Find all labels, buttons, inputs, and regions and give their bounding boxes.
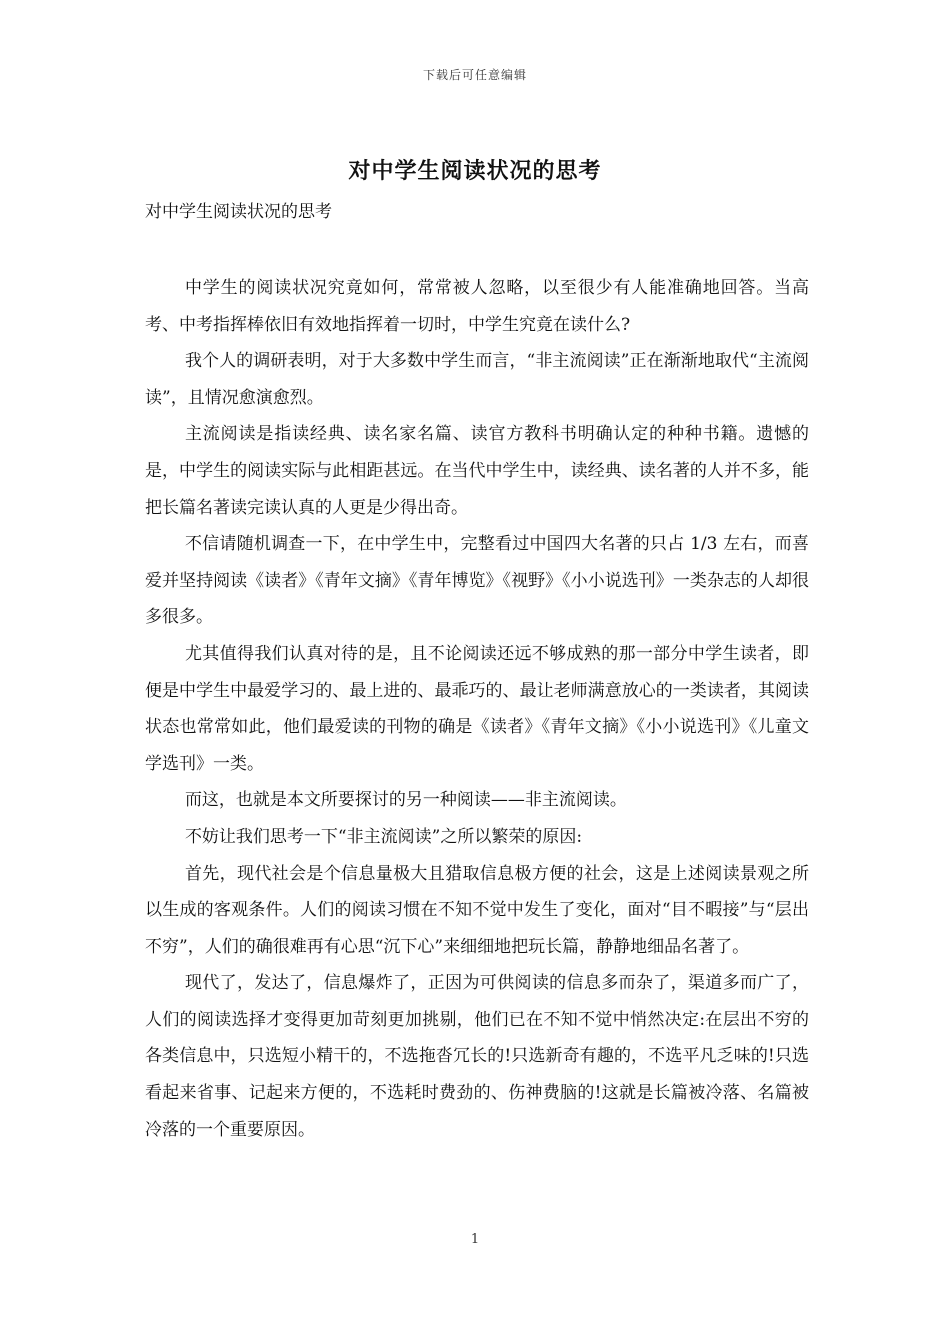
paragraph-2: 我个人的调研表明，对于大多数中学生而言，“非主流阅读”正在渐渐地取代“主流阅读”，且情况愈演愈烈。 <box>145 351 809 408</box>
document-subtitle: 对中学生阅读状况的思考 <box>145 202 332 222</box>
paragraph-5: 尤其值得我们认真对待的是，且不论阅读还远不够成熟的那一部分中学生读者，即便是中学生中最爱学习的、最上进的、最乖巧的、最让老师满意放心的一类读者，其阅读状态也常常如此，他们最爱读的刊物的确是《读者》《青年文摘》《小小说选刊》《儿童文学选刊》一类。 <box>145 643 809 774</box>
paragraph-4: 不信请随机调查一下，在中学生中，完整看过中国四大名著的只占 1/3 左右，而喜爱并坚持阅读《读者》《青年文摘》《青年博览》《视野》《小小说选刊》一类杂志的人却很多很多。 <box>145 534 809 628</box>
paragraph-3: 主流阅读是指读经典、读名家名篇、读官方教科书明确认定的种种书籍。遗憾的是，中学生的阅读实际与此相距甚远。在当代中学生中，读经典、读名著的人并不多，能把长篇名著读完读认真的人更是少得出奇。 <box>145 424 809 518</box>
paragraph-1: 中学生的阅读状况究竟如何，常常被人忽略，以至很少有人能准确地回答。当高考、中考指挥棒依旧有效地指挥着一切时，中学生究竟在读什么? <box>145 278 809 335</box>
document-body <box>145 270 809 1148</box>
paragraph-9: 现代了，发达了，信息爆炸了，正因为可供阅读的信息多而杂了，渠道多而广了，人们的阅读选择才变得更加苛刻更加挑剔，他们已在不知不觉中悄然决定:在层出不穷的各类信息中，只选短小精干的，不选拖沓冗长的!只选新奇有趣的，不选平凡乏味的!只选看起来省事、记起来方便的，不选耗时费劲的、伤神费脑的!这就是长篇被冷落、名篇被冷落的一个重要原因。 <box>145 973 809 1140</box>
page-number: 1 <box>470 1232 480 1247</box>
paragraph-6: 而这，也就是本文所要探讨的另一种阅读——非主流阅读。 <box>184 790 627 811</box>
page-header-note: 下载后可任意编辑 <box>422 68 527 82</box>
paragraph-7: 不妨让我们思考一下“非主流阅读”之所以繁荣的原因: <box>184 826 583 847</box>
paragraph-8: 首先，现代社会是个信息量极大且猎取信息极方便的社会，这是上述阅读景观之所以生成的客观条件。人们的阅读习惯在不知不觉中发生了变化，面对“目不暇接”与“层出不穷”，人们的确很难再有心思“沉下心”来细细地把玩长篇，静静地细品名著了。 <box>145 863 809 957</box>
document-title: 对中学生阅读状况的思考 <box>348 158 602 184</box>
